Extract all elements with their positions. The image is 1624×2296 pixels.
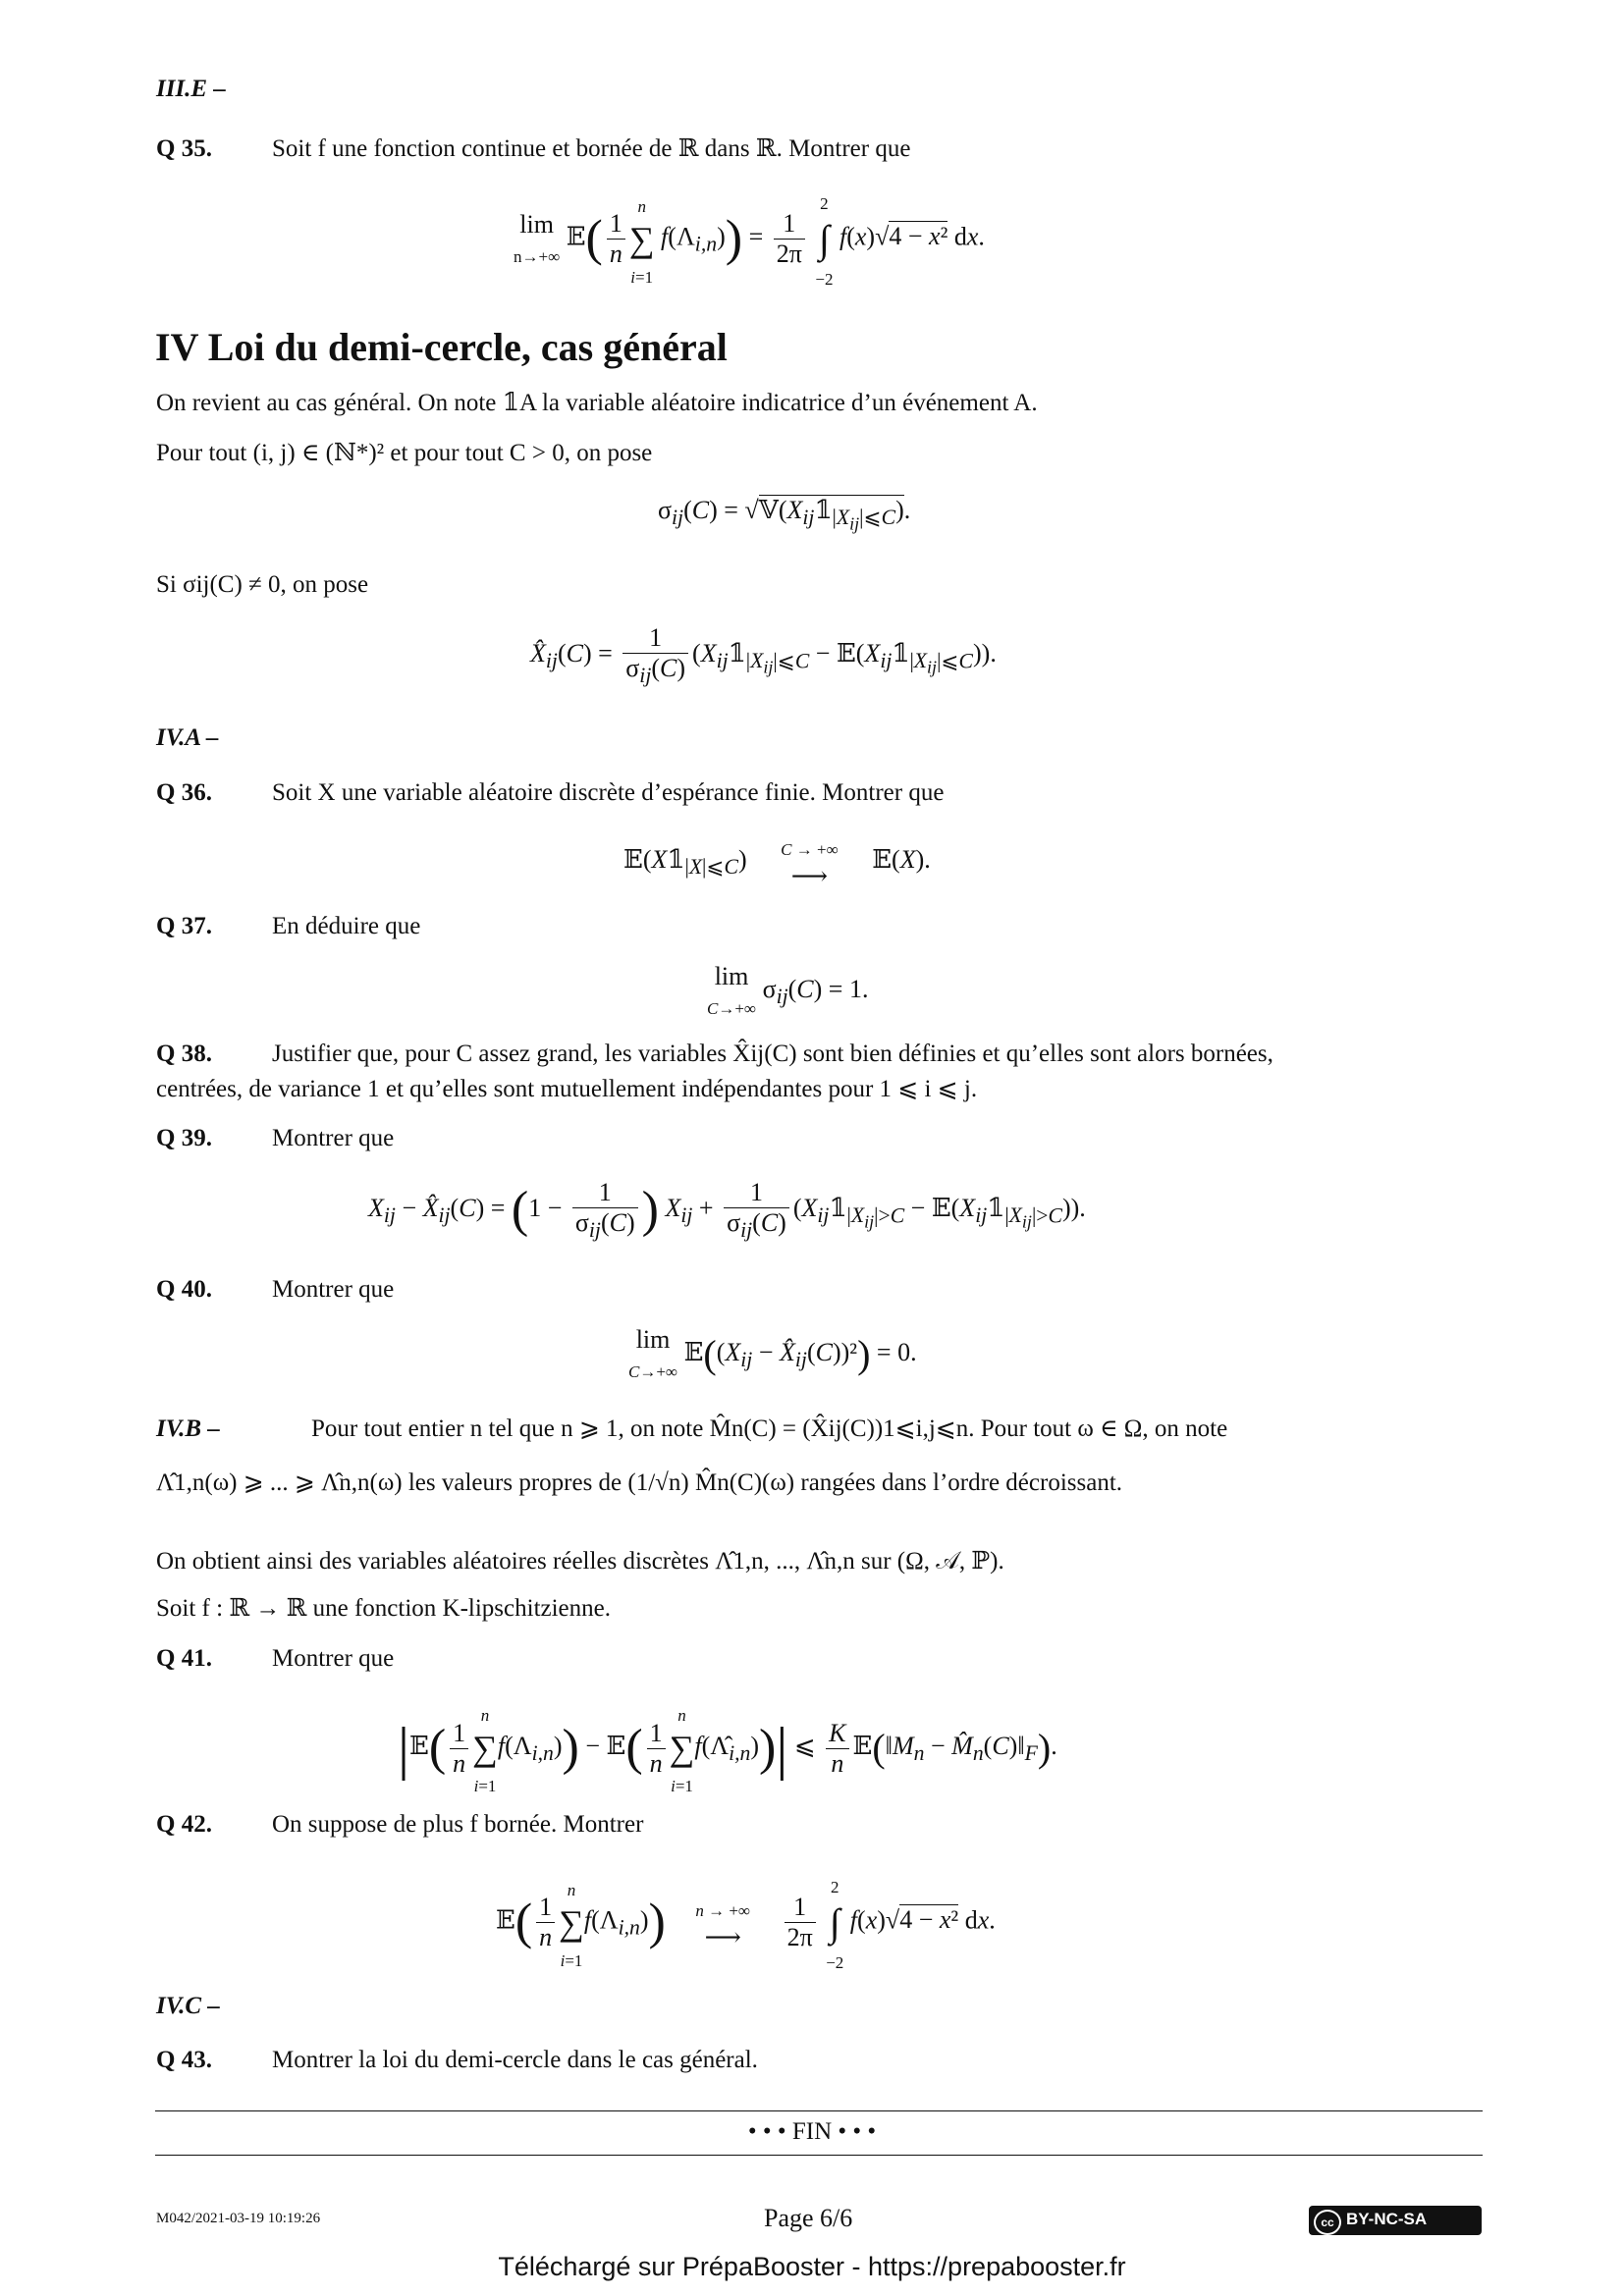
question-label: Q 36.	[156, 779, 212, 806]
question-text: Montrer la loi du demi-cercle dans le cas général.	[272, 2047, 758, 2073]
question-label: Q 35.	[156, 135, 212, 162]
question-38-continued: centrées, de variance 1 et qu’elles sont mutuellement indépendantes pour 1 ⩽ i ⩽ j.	[156, 1076, 978, 1102]
document-code: M042/2021-03-19 10:19:26	[156, 2211, 321, 2226]
question-42	[156, 1811, 643, 1839]
question-label: Q 42.	[156, 1811, 212, 1838]
paragraph-for-all: Pour tout (i, j) ∈ (ℕ*)² et pour tout C > 0, on pose	[156, 440, 653, 466]
page-number: Page 6/6	[764, 2204, 853, 2232]
question-text: En déduire que	[272, 913, 421, 939]
question-40	[156, 1276, 394, 1304]
section-iv-a: IV.A –	[156, 724, 219, 751]
question-label: Q 40.	[156, 1276, 212, 1303]
equation-39: $X_{ij}$ − $X̂_{ij}(C) = (1$ − $\frac{1}{\sigma_{ij}(C)}$ ) $X_{ij}$ + $\frac{1}{\sigma_{ij}(C)}$ ($X_{ij}𝟙_{|X_{ij}|>C}$ − $𝔼(X_{ij}𝟙_{|X_{ij}|>C})$).	[368, 1178, 1086, 1243]
equation-41: |𝔼( $\frac{1}{n}$ n ∑ $i=1f(\Lambda_{i,n})$) − 𝔼( $\frac{1}{n}$ n ∑ $i=1f(\Lambdâ_{i,n}))|$ ⩽ $\frac{K}{n}$ $𝔼(‖M_n$ − $M̂_n(C)‖_F$).	[398, 1706, 1057, 1795]
section-iv-b: IV.B –	[156, 1415, 220, 1442]
question-label: Q 39.	[156, 1125, 212, 1151]
section-iii-e: III.E –	[156, 76, 226, 102]
paragraph-if-sigma: Si σij(C) ≠ 0, on pose	[156, 571, 369, 598]
question-text: Montrer que	[272, 1645, 395, 1672]
download-source: Téléchargé sur PrépaBooster - https://prepabooster.fr	[498, 2252, 1126, 2281]
equation-37: lim C→+∞ $\sigma_{ij}(C) = 1$.	[707, 962, 869, 1018]
question-41	[156, 1645, 394, 1673]
divider-top	[155, 2110, 1483, 2111]
equation-36: $𝔼(X𝟙_{|X|⩽C}) C$ → +∞ ⟶ 𝔼(X).	[623, 840, 931, 890]
question-label: Q 41.	[156, 1645, 212, 1672]
paragraph-lipschitz: Soit f : ℝ → ℝ une fonction K-lipschitzienne.	[156, 1595, 612, 1622]
license-label: BY-NC-SA	[1346, 2210, 1428, 2228]
section-iv-b-row	[156, 1414, 1227, 1443]
paragraph-iv-b-b: Λ̂1,n(ω) ⩾ ... ⩾ Λ̂n,n(ω) les valeurs propres de (1/√n) M̂n(C)(ω) rangées dans l’ordre décroissant.	[156, 1469, 1123, 1496]
question-37	[156, 913, 420, 940]
question-label: Q 38.	[156, 1041, 212, 1067]
paragraph-iv-b-a: Pour tout entier n tel que n ⩾ 1, on note M̂n(C) = (X̂ij(C))1⩽i,j⩽n. Pour tout ω ∈ Ω, on note	[311, 1415, 1228, 1442]
question-text: Montrer que	[272, 1125, 395, 1151]
divider-bottom	[155, 2155, 1483, 2156]
equation-x-hat: $X̂_{ij}(C)$ = $\frac{1}{\sigma_{ij}(C)}$ ($X_{ij}𝟙_{|X_{ij}|⩽C}$ − $𝔼(X_{ij}𝟙_{|X_{ij}|⩽C})$).	[530, 623, 997, 688]
question-text: Soit X une variable aléatoire discrète d’espérance finie. Montrer que	[272, 779, 945, 806]
question-39	[156, 1125, 394, 1152]
question-label: Q 37.	[156, 913, 212, 939]
question-43	[156, 2047, 758, 2074]
question-38	[156, 1041, 1273, 1068]
question-text: Justifier que, pour C assez grand, les variables X̂ij(C) sont bien définies et qu’elles sont alors bornées,	[272, 1041, 1273, 1067]
question-36	[156, 779, 944, 807]
paragraph-discrete-vars: On obtient ainsi des variables aléatoires réelles discrètes Λ̂1,n, ..., Λ̂n,n sur (Ω, 𝒜, ℙ).	[156, 1548, 1004, 1575]
question-text: On suppose de plus f bornée. Montrer	[272, 1811, 644, 1838]
equation-42: 𝔼( $\frac{1}{n}$ n ∑ $i=1f(\Lambda_{i,n})$) n → +∞ ⟶ $\frac{1}{2\pi}$ 2 ∫ −2 f(x)√4 − x² dx.	[496, 1878, 996, 1972]
equation-sigma: $\sigma_{ij}(C)$ = $√𝕍(X_{ij}𝟙_{|X_{ij}|⩽C})$.	[658, 496, 911, 534]
equation-35: lim n→+∞ 𝔼( $\frac{1}{n}$ n ∑ i=1 $f(\Lambda_{i,n})$) = $\frac{1}{2\pi}$ 2 ∫ −2 f(x)√4 − x² dx.	[514, 194, 985, 289]
creative-commons-icon: cc	[1314, 2210, 1341, 2235]
section-title-iv: IV Loi du demi-cercle, cas général	[155, 325, 728, 369]
section-iv-c: IV.C –	[156, 1993, 220, 2019]
license-badge	[1309, 2206, 1482, 2235]
question-text: Soit f une fonction continue et bornée de ℝ dans ℝ. Montrer que	[272, 135, 911, 162]
paragraph-intro: On revient au cas général. On note 𝟙A la variable aléatoire indicatrice d’un événement A.	[156, 390, 1038, 416]
end-marker: • • • FIN • • •	[747, 2118, 877, 2145]
question-35	[156, 133, 910, 163]
question-label: Q 43.	[156, 2047, 212, 2073]
question-text: Montrer que	[272, 1276, 395, 1303]
equation-40: lim C→+∞ $𝔼((X_{ij}$ − $X̂_{ij}(C))^2) = 0$.	[628, 1325, 917, 1381]
